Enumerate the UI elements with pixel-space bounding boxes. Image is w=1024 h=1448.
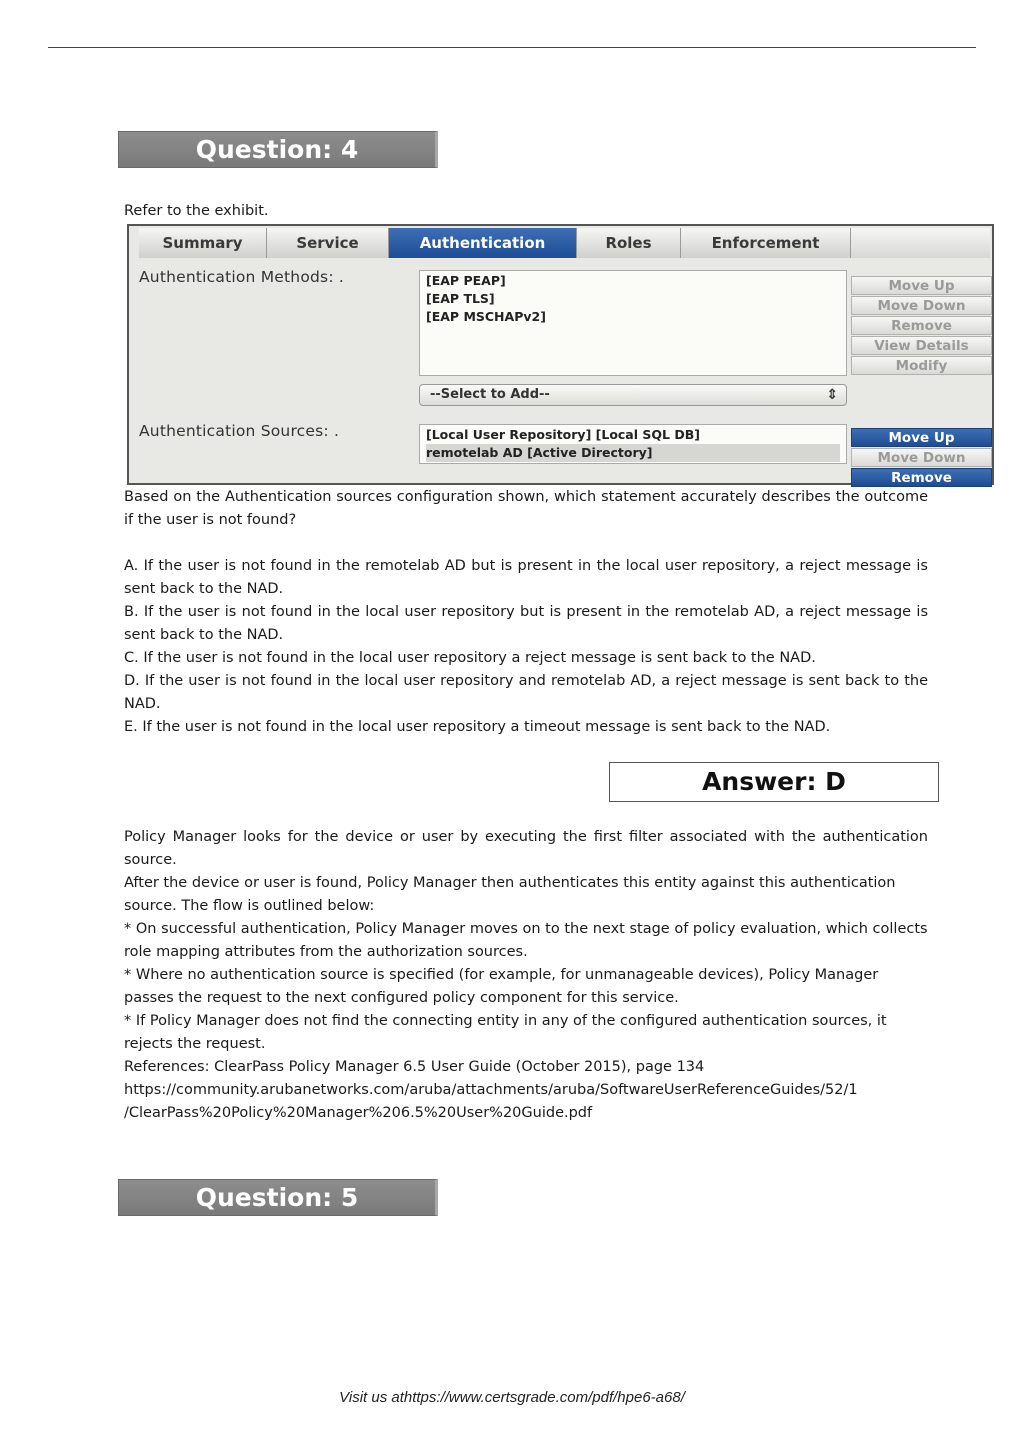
sources-move-up-button[interactable]: Move Up xyxy=(851,428,992,447)
list-item[interactable]: [EAP TLS] xyxy=(426,291,495,306)
select-value: --Select to Add-- xyxy=(430,387,550,402)
list-item[interactable]: [EAP MSCHAPv2] xyxy=(426,309,546,324)
explanation-line: * If Policy Manager does not find the connecting entity in any of the configured authentication sources, it rejects the request. xyxy=(124,1013,887,1052)
auth-sources-list[interactable] xyxy=(419,424,847,464)
sources-remove-button[interactable]: Remove xyxy=(851,468,992,487)
footer-link[interactable]: Visit us athttps://www.certsgrade.com/pdf/hpe6-a68/ xyxy=(339,1389,685,1406)
option-e: E. If the user is not found in the local user repository a timeout message is sent back to the NAD. xyxy=(124,719,831,735)
reference-url[interactable]: https://community.arubanetworks.com/aruba/attachments/aruba/SoftwareUserReferenceGuides/52/1 xyxy=(124,1082,858,1098)
tab-roles[interactable]: Roles xyxy=(577,228,681,258)
tab-bar-filler xyxy=(851,228,990,258)
explanation-line: After the device or user is found, Policy Manager then authenticates this entity against this authentication xyxy=(124,875,896,891)
question-body xyxy=(124,486,928,739)
methods-button-column xyxy=(851,276,992,376)
methods-remove-button[interactable]: Remove xyxy=(851,316,992,335)
question-text: Based on the Authentication sources configuration shown, which statement accurately describes the outcome if the user is not found? xyxy=(124,489,928,528)
updown-arrow-icon: ⇕ xyxy=(826,387,838,403)
auth-methods-label: Authentication Methods: . xyxy=(139,268,344,286)
reference-text: References: ClearPass Policy Manager 6.5 User Guide (October 2015), page 134 xyxy=(124,1059,705,1075)
auth-methods-list[interactable] xyxy=(419,270,847,376)
methods-modify-button[interactable]: Modify xyxy=(851,356,992,375)
methods-view-details-button[interactable]: View Details xyxy=(851,336,992,355)
top-rule xyxy=(48,47,976,48)
reference-url[interactable]: /ClearPass%20Policy%20Manager%206.5%20User%20Guide.pdf xyxy=(124,1105,593,1121)
option-a: A. If the user is not found in the remotelab AD but is present in the local user repository, a reject message is sent back to the NAD. xyxy=(124,558,928,597)
explanation-line: source. The flow is outlined below: xyxy=(124,898,375,914)
sources-move-down-button[interactable]: Move Down xyxy=(851,448,992,467)
list-item-selected[interactable]: remotelab AD [Active Directory] xyxy=(426,444,840,462)
tab-authentication[interactable]: Authentication xyxy=(389,228,577,258)
methods-move-down-button[interactable]: Move Down xyxy=(851,296,992,315)
tab-bar xyxy=(139,228,851,258)
question-4-header: Question: 4 xyxy=(118,131,438,168)
option-b: B. If the user is not found in the local user repository but is present in the remotelab AD, a reject message is sent back to the NAD. xyxy=(124,604,928,643)
explanation-line: * Where no authentication source is specified (for example, for unmanageable devices), Policy Manager passes the request to the next configured policy component for this service. xyxy=(124,967,879,1006)
exhibit-intro: Refer to the exhibit. xyxy=(124,203,269,219)
option-c: C. If the user is not found in the local user repository a reject message is sent back to the NAD. xyxy=(124,650,816,666)
answer-box: Answer: D xyxy=(609,762,939,802)
tab-enforcement[interactable]: Enforcement xyxy=(681,228,851,258)
tab-summary[interactable]: Summary xyxy=(139,228,267,258)
auth-sources-label: Authentication Sources: . xyxy=(139,422,340,440)
question-5-header: Question: 5 xyxy=(118,1179,438,1216)
tab-service[interactable]: Service xyxy=(267,228,389,258)
methods-move-up-button[interactable]: Move Up xyxy=(851,276,992,295)
explanation-line: Policy Manager looks for the device or user by executing the first filter associated with the authentication source. xyxy=(124,829,928,868)
option-d: D. If the user is not found in the local user repository and remotelab AD, a reject message is sent back to the NAD. xyxy=(124,673,928,712)
list-item[interactable]: [Local User Repository] [Local SQL DB] xyxy=(426,427,700,442)
sources-button-column xyxy=(851,428,992,488)
select-to-add-dropdown[interactable] xyxy=(419,384,847,406)
exhibit-screenshot xyxy=(127,224,994,485)
explanation xyxy=(124,826,928,1125)
list-item[interactable]: [EAP PEAP] xyxy=(426,273,506,288)
explanation-line: * On successful authentication, Policy Manager moves on to the next stage of policy evaluation, which collects role mapping attributes from the authorization sources. xyxy=(124,921,928,960)
